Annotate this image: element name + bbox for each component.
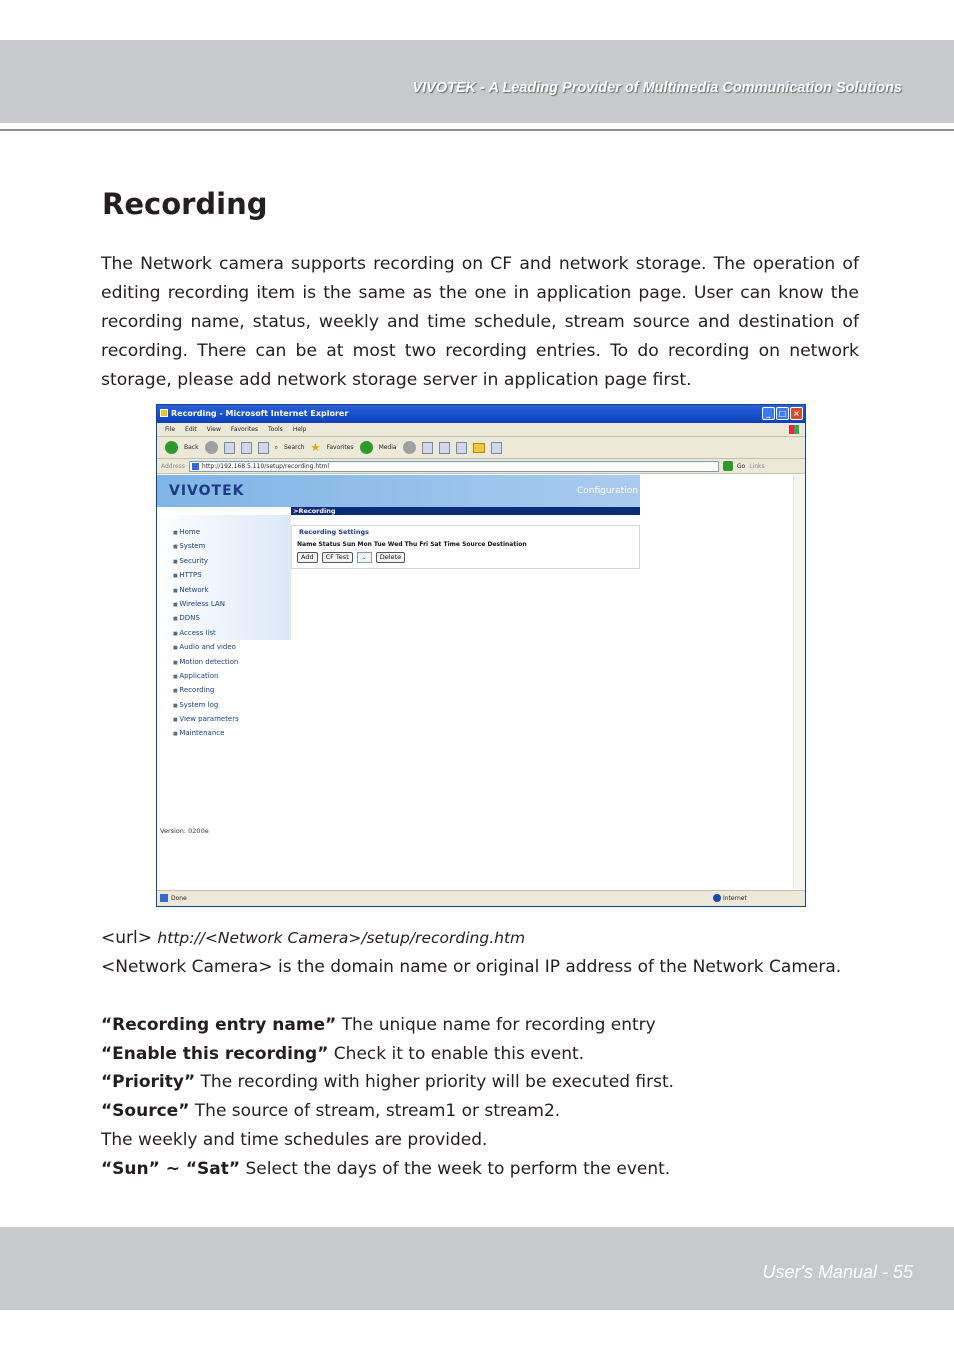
go-label[interactable]: Go — [736, 462, 746, 470]
back-label[interactable]: Back — [184, 444, 199, 451]
forward-icon[interactable] — [205, 441, 218, 454]
ie-address-bar — [157, 459, 805, 474]
cf-test-button[interactable]: CF Test — [322, 552, 353, 563]
refresh-icon[interactable] — [241, 442, 252, 454]
sidebar-item-recording[interactable]: ■ Recording — [173, 683, 239, 697]
status-done: Done — [171, 895, 187, 902]
url-path: http://<Network Camera>/setup/recording.htm — [157, 929, 526, 947]
field-term: “Source” — [101, 1101, 190, 1121]
ie-menu-bar — [157, 423, 805, 437]
sidebar-item-access-list[interactable]: ■ Access list — [173, 626, 239, 640]
ie-title-bar — [157, 405, 805, 423]
menu-help[interactable]: Help — [292, 426, 307, 433]
menu-tools[interactable]: Tools — [268, 426, 283, 433]
ie-status-bar — [157, 890, 805, 906]
vivotek-banner — [157, 475, 640, 507]
page-done-icon — [160, 894, 168, 902]
url-description: <Network Camera> is the domain name or original IP address of the Network Camera. — [101, 957, 842, 977]
url-line — [101, 928, 525, 948]
sidebar-item-maintenance[interactable]: ■ Maintenance — [173, 726, 239, 740]
page-number: User's Manual - 55 — [762, 1262, 913, 1282]
history-icon[interactable] — [403, 441, 416, 454]
home-icon[interactable] — [258, 442, 269, 454]
menu-edit[interactable]: Edit — [185, 426, 197, 433]
firmware-version: Version: 0200e — [160, 827, 209, 835]
sidebar-item-network[interactable]: ■ Network — [173, 583, 239, 597]
go-icon[interactable] — [723, 461, 733, 471]
field-term: “Priority” — [101, 1072, 196, 1092]
favorites-icon[interactable]: ★ — [310, 441, 321, 454]
intro-paragraph: The Network camera supports recording on CF and network storage. The operation of editing recording item is the same as the one in application page. User can know the recording name, status, weekly and time schedule, stream source and destination of recording. There can be at most two recording entries. To do recording on network storage, please add network storage server in application page first. — [101, 254, 859, 390]
close-icon[interactable]: × — [790, 407, 803, 420]
field-term: “Enable this recording” — [101, 1044, 329, 1064]
config-menu — [173, 525, 239, 741]
address-input[interactable]: http://192.168.5.110/setup/recording.html — [189, 461, 719, 472]
ie-window-title: Recording - Microsoft Internet Explorer — [171, 409, 349, 418]
vivotek-logo: VIVOTEK — [169, 483, 245, 499]
window-controls — [762, 407, 803, 420]
field-desc: Check it to enable this event. — [328, 1044, 585, 1064]
links-label[interactable]: Links — [749, 462, 765, 470]
media-label[interactable]: Media — [378, 444, 397, 451]
field-enable-recording — [101, 1044, 584, 1064]
field-term: “Sun” ~ “Sat” — [101, 1159, 241, 1179]
field-desc: Select the days of the week to perform the event. — [240, 1159, 671, 1179]
edit-icon[interactable] — [456, 442, 467, 454]
menu-favorites[interactable]: Favorites — [230, 426, 259, 433]
favorites-label[interactable]: Favorites — [326, 444, 354, 451]
delete-button[interactable]: Delete — [376, 552, 405, 563]
menu-view[interactable]: View — [206, 426, 221, 433]
ie-app-icon — [160, 409, 168, 417]
mail-icon[interactable] — [422, 442, 433, 454]
sidebar-item-system[interactable]: ■ System — [173, 539, 239, 553]
field-recording-entry-name — [101, 1015, 656, 1035]
recording-nav-bar: >Recording — [291, 507, 640, 515]
windows-flag-icon — [789, 425, 799, 434]
recording-buttons — [297, 552, 405, 563]
address-label: Address — [161, 462, 185, 470]
ie-page-content — [157, 475, 805, 889]
recording-settings-title: Recording Settings — [299, 528, 370, 536]
sidebar-item-https[interactable]: ■ HTTPS — [173, 568, 239, 582]
sidebar-item-home[interactable]: ■ Home — [173, 525, 239, 539]
field-priority — [101, 1072, 674, 1092]
field-desc: The recording with higher priority will be executed first. — [195, 1072, 675, 1092]
stop-icon[interactable] — [224, 442, 235, 454]
browser-screenshot — [156, 404, 806, 907]
ie-toolbar — [157, 437, 805, 459]
media-icon[interactable] — [360, 441, 373, 454]
field-source — [101, 1101, 560, 1121]
recording-settings-panel — [291, 525, 640, 569]
back-icon[interactable] — [165, 441, 178, 454]
sidebar-item-audio-video[interactable]: ■ Audio and video — [173, 640, 239, 654]
add-button[interactable]: Add — [297, 552, 318, 563]
sidebar-item-ddns[interactable]: ■ DDNS — [173, 611, 239, 625]
ie-scrollbar[interactable] — [793, 475, 805, 889]
page-title: Recording — [102, 187, 268, 221]
field-desc: The source of stream, stream1 or stream2. — [189, 1101, 561, 1121]
status-zone: Internet — [723, 895, 747, 902]
schedules-note: The weekly and time schedules are provided. — [101, 1130, 488, 1150]
recording-table-header: Name Status Sun Mon Tue Wed Thu Fri Sat Time Source Destination — [297, 541, 527, 548]
menu-file[interactable]: File — [165, 426, 176, 433]
search-label[interactable]: Search — [283, 444, 305, 451]
sidebar-item-view-parameters[interactable]: ■ View parameters — [173, 712, 239, 726]
minimize-icon[interactable]: _ — [762, 407, 775, 420]
print-icon[interactable] — [439, 442, 450, 454]
maximize-icon[interactable]: □ — [776, 407, 789, 420]
field-days — [101, 1159, 670, 1179]
header-tagline: VIVOTEK - A Leading Provider of Multimedia Communication Solutions — [412, 80, 902, 96]
field-term: “Recording entry name” — [101, 1015, 337, 1035]
sidebar-item-system-log[interactable]: ■ System log — [173, 698, 239, 712]
folder-icon[interactable] — [473, 443, 485, 453]
field-desc: The unique name for recording entry — [336, 1015, 656, 1035]
search-icon[interactable]: ⌕ — [274, 443, 278, 451]
configuration-label: Configuration — [576, 486, 638, 496]
url-prefix: <url> — [101, 928, 152, 948]
header-divider — [0, 129, 954, 131]
sidebar-item-motion-detection[interactable]: ■ Motion detection — [173, 655, 239, 669]
messenger-icon[interactable] — [491, 442, 502, 454]
recording-select[interactable]: ⌄ — [357, 552, 372, 563]
sidebar-item-wireless-lan[interactable]: ■ Wireless LAN — [173, 597, 239, 611]
internet-zone-icon — [713, 894, 721, 902]
sidebar-item-application[interactable]: ■ Application — [173, 669, 239, 683]
sidebar-item-security[interactable]: ■ Security — [173, 554, 239, 568]
